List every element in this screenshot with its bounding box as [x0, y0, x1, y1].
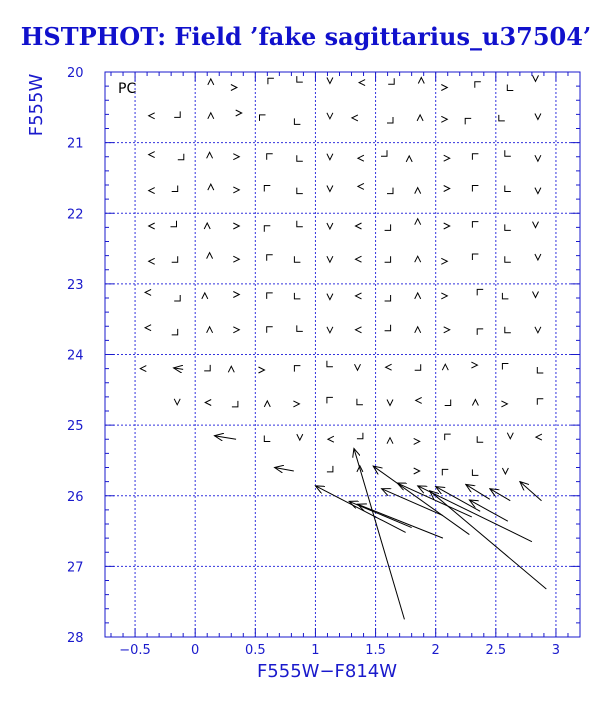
data-point [358, 155, 364, 161]
data-point [294, 293, 300, 299]
data-vector [214, 436, 236, 440]
data-point [236, 110, 242, 116]
data-point [442, 469, 448, 475]
data-point [327, 361, 333, 367]
y-tick-label: 28 [67, 631, 84, 646]
data-point [472, 154, 478, 160]
data-point [297, 76, 303, 82]
data-point [207, 152, 213, 158]
data-point [327, 256, 333, 262]
x-tick-label: 2 [431, 643, 440, 658]
data-point [294, 366, 300, 372]
data-point [294, 256, 300, 262]
data-point [358, 183, 364, 189]
y-tick-label: 25 [67, 419, 84, 435]
data-point [465, 118, 471, 124]
data-point [327, 78, 333, 84]
x-axis-label: F555W−F814W [256, 661, 398, 682]
data-point [499, 115, 505, 121]
data-vector [373, 466, 469, 535]
data-point [477, 436, 483, 442]
data-point [233, 292, 239, 298]
y-tick-label: 22 [67, 207, 84, 223]
data-point [145, 289, 151, 295]
data-point [174, 111, 180, 117]
data-point [328, 436, 334, 442]
data-point [414, 468, 420, 474]
data-point [533, 222, 539, 228]
data-point [149, 113, 155, 119]
data-point [352, 115, 358, 121]
data-point [359, 80, 365, 86]
data-point [507, 85, 513, 91]
data-point [385, 224, 391, 230]
data-point [505, 256, 511, 262]
data-point [502, 468, 508, 474]
data-point [505, 327, 511, 333]
data-point [535, 155, 541, 161]
data-point [444, 155, 450, 161]
x-tick-label: 1 [311, 643, 320, 658]
data-point [537, 399, 543, 405]
data-point [356, 327, 362, 333]
data-point [297, 434, 303, 440]
data-point [406, 156, 412, 162]
data-point [260, 115, 266, 121]
data-point [414, 438, 420, 444]
data-vector [358, 504, 443, 538]
data-point [535, 327, 541, 333]
data-point [535, 254, 541, 260]
data-point [327, 327, 333, 333]
data-point [477, 329, 483, 335]
y-tick-label: 20 [67, 66, 84, 81]
chart-title: HSTPHOT: Field ’fake sagittarius_u37504’ [20, 22, 592, 51]
y-tick-label: 24 [67, 348, 84, 364]
data-point [327, 113, 333, 119]
data-point [233, 187, 239, 193]
data-point [536, 434, 542, 440]
data-point [442, 364, 448, 370]
data-point [149, 223, 155, 229]
data-point [533, 75, 539, 81]
data-point [267, 154, 273, 160]
data-point [417, 115, 423, 121]
data-point [357, 433, 363, 439]
data-point [267, 255, 273, 261]
data-point [471, 362, 477, 368]
data-point [356, 256, 362, 262]
data-point [294, 118, 300, 124]
data-point [387, 188, 393, 194]
data-vector [418, 486, 532, 542]
data-point [502, 293, 508, 299]
data-point [174, 295, 180, 301]
data-point [172, 186, 178, 192]
data-point [233, 327, 239, 333]
data-point [204, 223, 210, 229]
data-point [205, 400, 211, 406]
data-point [327, 294, 333, 300]
data-vector [174, 368, 184, 369]
data-point [386, 364, 392, 370]
data-point [472, 469, 478, 475]
data-point [533, 292, 539, 298]
data-point [415, 219, 421, 225]
data-point [535, 114, 541, 120]
data-point [259, 367, 265, 373]
data-point [297, 188, 303, 194]
data-vector [436, 487, 480, 512]
data-point [385, 295, 391, 301]
data-point [387, 400, 393, 406]
y-tick-label: 23 [67, 277, 84, 293]
data-point [472, 254, 478, 260]
data-point [356, 223, 362, 229]
data-point [388, 78, 394, 84]
data-point [208, 184, 214, 190]
data-point [416, 397, 422, 403]
data-point [356, 293, 362, 299]
data-point [357, 399, 363, 405]
data-point [444, 223, 450, 229]
data-point [475, 82, 481, 88]
data-vector [354, 448, 405, 619]
data-point [477, 289, 483, 295]
data-vector [469, 500, 507, 521]
data-point [267, 293, 273, 299]
x-tick-label: 0.5 [244, 643, 266, 658]
data-point [387, 117, 393, 123]
data-vector [275, 468, 294, 472]
data-point [472, 186, 478, 192]
data-point [327, 154, 333, 160]
data-point [385, 256, 391, 262]
data-point [140, 366, 146, 372]
data-point [267, 327, 273, 333]
data-point [264, 186, 270, 192]
data-point [327, 397, 333, 403]
data-point [415, 327, 421, 333]
data-point [264, 226, 270, 232]
data-point [231, 85, 237, 91]
panel-label: PC [118, 81, 137, 97]
data-point [501, 401, 507, 407]
data-point [264, 401, 270, 407]
data-point [172, 329, 178, 335]
data-point [268, 78, 274, 84]
y-tick-label: 21 [67, 136, 84, 152]
data-point [415, 188, 421, 194]
data-point [297, 325, 303, 331]
data-point [208, 113, 214, 119]
x-tick-label: −0.5 [119, 643, 151, 658]
data-vector [520, 482, 542, 501]
data-point [381, 150, 387, 156]
data-point [441, 85, 447, 91]
x-tick-label: 2.5 [485, 643, 507, 658]
data-point [297, 155, 303, 161]
x-tick-label: 1.5 [365, 643, 386, 658]
data-point [208, 79, 214, 85]
data-point [204, 365, 210, 371]
data-point [171, 221, 177, 227]
data-point [505, 186, 511, 192]
x-tick-label: 0 [191, 643, 200, 658]
data-point [418, 78, 424, 84]
data-point [264, 436, 270, 442]
data-point [472, 400, 478, 406]
data-point [327, 223, 333, 229]
data-point [537, 367, 543, 373]
data-point [207, 253, 213, 259]
data-point [505, 224, 511, 230]
data-point [232, 401, 238, 407]
data-vector [490, 489, 510, 501]
data-point [178, 154, 184, 160]
data-vector [466, 484, 490, 499]
data-point [444, 186, 450, 192]
data-point [502, 364, 508, 370]
data-point [327, 186, 333, 192]
data-point [149, 258, 155, 264]
data-point [174, 399, 180, 405]
y-tick-label: 27 [67, 560, 84, 576]
data-point [441, 116, 447, 122]
data-point [415, 364, 421, 370]
data-point [172, 256, 178, 262]
data-point [444, 327, 450, 333]
data-point [505, 150, 511, 156]
data-point [472, 222, 478, 228]
y-tick-label: 26 [67, 489, 84, 505]
data-point [327, 466, 333, 472]
data-point [385, 325, 391, 331]
data-point [207, 327, 213, 333]
data-point [441, 293, 447, 299]
data-point [145, 325, 151, 331]
data-point [507, 433, 513, 439]
y-axis-label: F555W [26, 73, 47, 137]
data-point [233, 154, 239, 160]
x-tick-label: 3 [551, 643, 561, 658]
data-point [228, 366, 234, 372]
data-point [233, 256, 239, 262]
data-point [233, 223, 239, 229]
data-point [149, 188, 155, 194]
data-point [149, 152, 155, 158]
data-point [441, 258, 447, 264]
data-point [415, 256, 421, 262]
data-point [297, 221, 303, 227]
data-vector [382, 489, 443, 516]
data-point [415, 293, 421, 299]
data-point [202, 293, 208, 299]
data-point [355, 364, 361, 370]
data-point [445, 400, 451, 406]
data-vector [349, 501, 412, 527]
data-point [535, 188, 541, 194]
data-point [445, 434, 451, 440]
data-point [387, 438, 393, 444]
data-point [293, 401, 299, 407]
